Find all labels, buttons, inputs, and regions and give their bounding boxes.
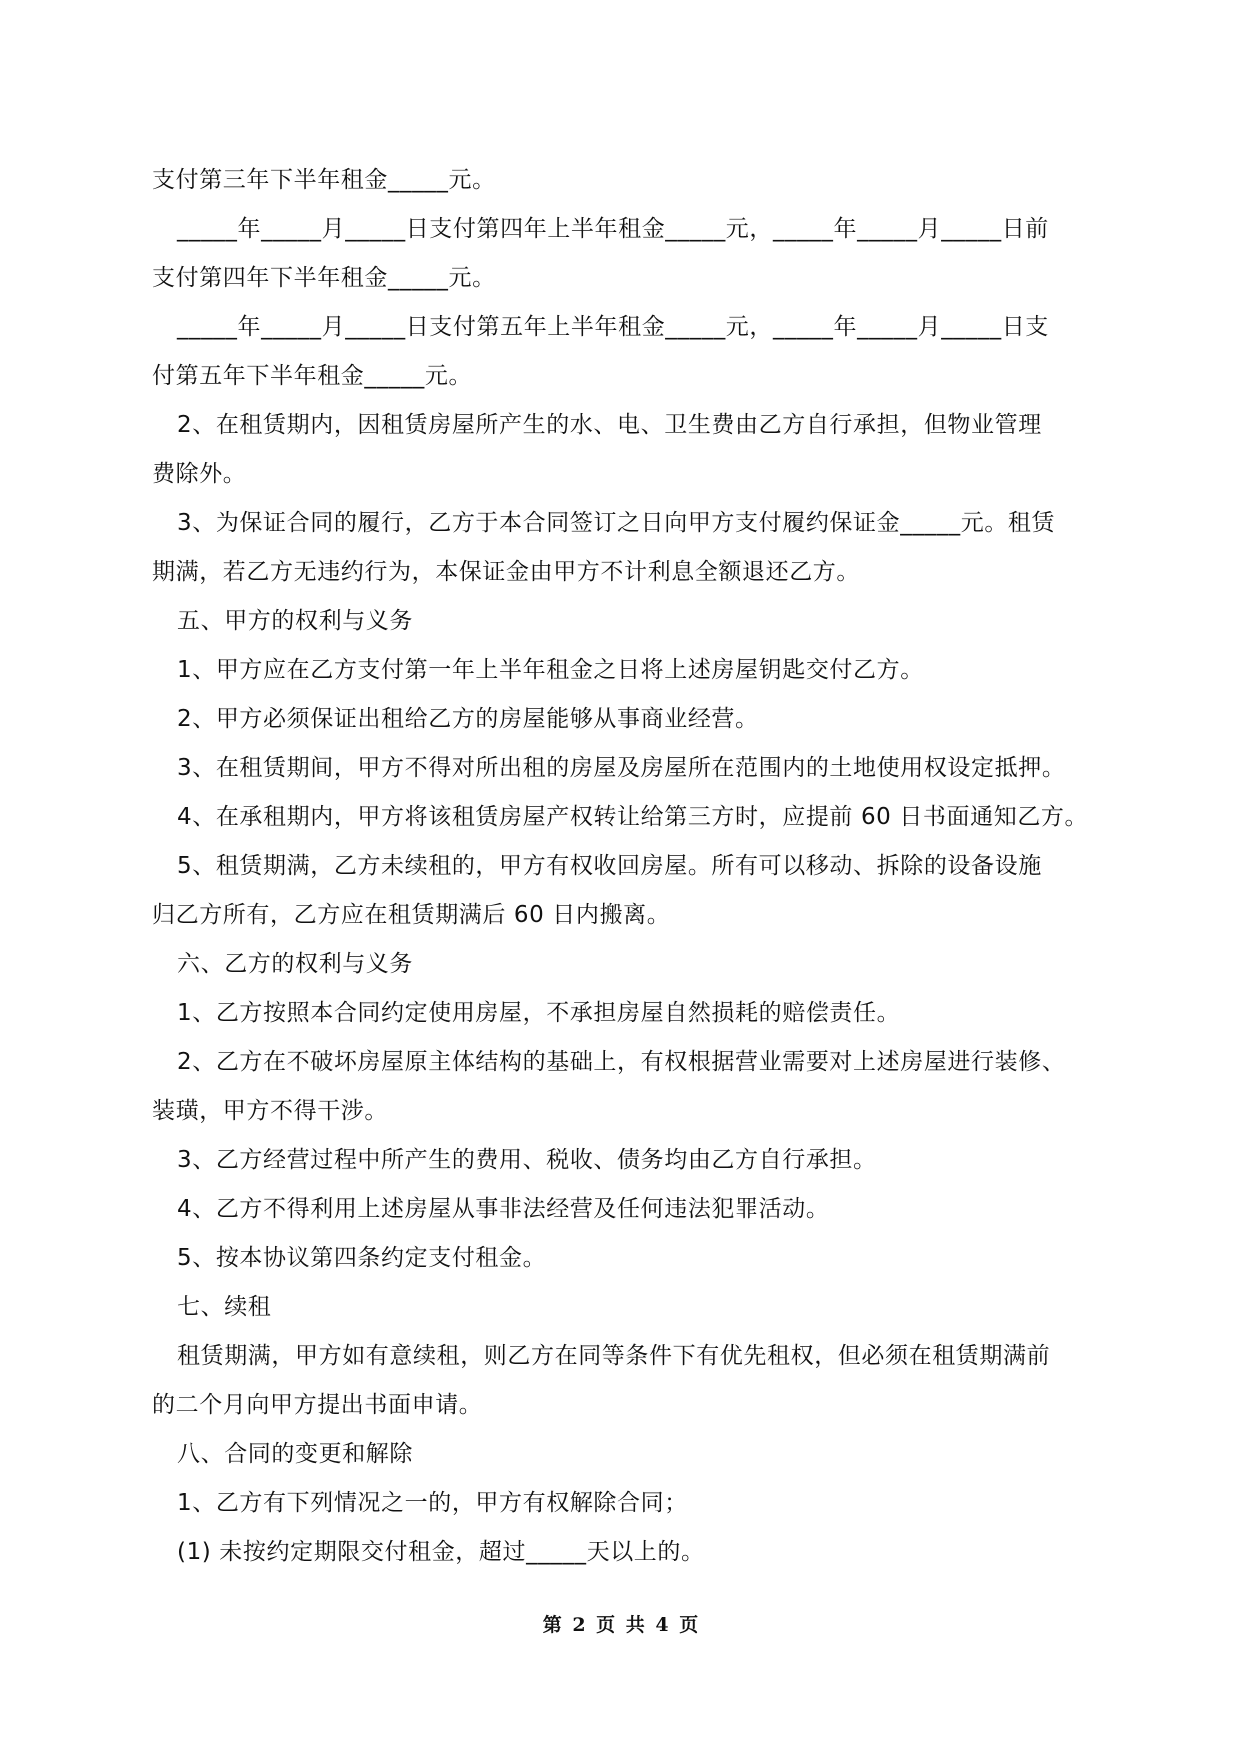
text-line: 2、在租赁期内，因租赁房屋所产生的水、电、卫生费由乙方自行承担，但物业管理 xyxy=(177,412,1042,438)
text-line: 2、甲方必须保证出租给乙方的房屋能够从事商业经营。 xyxy=(177,706,759,732)
section-heading: 六、乙方的权利与义务 xyxy=(177,951,413,977)
text-line: _____年_____月_____日支付第四年上半年租金_____元，_____年_____月_____日前 xyxy=(177,216,1049,242)
text-line: 的二个月向甲方提出书面申请。 xyxy=(152,1392,483,1418)
text-line: 1、乙方有下列情况之一的，甲方有权解除合同； xyxy=(177,1490,688,1516)
text-line: 租赁期满，甲方如有意续租，则乙方在同等条件下有优先租权，但必须在租赁期满前 xyxy=(177,1343,1051,1369)
text-line: 4、在承租期内，甲方将该租赁房屋产权转让给第三方时，应提前 60 日书面通知乙方。 xyxy=(177,804,1089,830)
document-body xyxy=(152,156,1102,1577)
text-line: 装璜，甲方不得干涉。 xyxy=(152,1098,388,1124)
section-heading: 八、合同的变更和解除 xyxy=(177,1441,413,1467)
text-line: 期满，若乙方无违约行为，本保证金由甲方不计利息全额退还乙方。 xyxy=(152,559,860,585)
text-line: 5、按本协议第四条约定支付租金。 xyxy=(177,1245,547,1271)
text-line: 2、乙方在不破坏房屋原主体结构的基础上，有权根据营业需要对上述房屋进行装修、 xyxy=(177,1049,1066,1075)
text-line: 5、租赁期满，乙方未续租的，甲方有权收回房屋。所有可以移动、拆除的设备设施 xyxy=(177,853,1042,879)
text-line: (1) 未按约定期限交付租金，超过_____天以上的。 xyxy=(177,1539,705,1565)
text-line: 归乙方所有，乙方应在租赁期满后 60 日内搬离。 xyxy=(152,902,671,928)
text-line: 费除外。 xyxy=(152,461,247,487)
text-line: 支付第三年下半年租金_____元。 xyxy=(152,167,496,193)
text-line: 支付第四年下半年租金_____元。 xyxy=(152,265,496,291)
text-line: 1、乙方按照本合同约定使用房屋，不承担房屋自然损耗的赔偿责任。 xyxy=(177,1000,901,1026)
text-line: 4、乙方不得利用上述房屋从事非法经营及任何违法犯罪活动。 xyxy=(177,1196,830,1222)
text-line: 付第五年下半年租金_____元。 xyxy=(152,363,473,389)
text-line: 1、甲方应在乙方支付第一年上半年租金之日将上述房屋钥匙交付乙方。 xyxy=(177,657,924,683)
text-line: _____年_____月_____日支付第五年上半年租金_____元，_____年_____月_____日支 xyxy=(177,314,1049,340)
section-heading: 五、甲方的权利与义务 xyxy=(177,608,413,634)
text-line: 3、为保证合同的履行，乙方于本合同签订之日向甲方支付履约保证金_____元。租赁 xyxy=(177,510,1056,536)
page-number: 第 2 页 共 4 页 xyxy=(542,1614,699,1636)
text-line: 3、乙方经营过程中所产生的费用、税收、债务均由乙方自行承担。 xyxy=(177,1147,877,1173)
text-line: 3、在租赁期间，甲方不得对所出租的房屋及房屋所在范围内的土地使用权设定抵押。 xyxy=(177,755,1066,781)
section-heading: 七、续租 xyxy=(177,1294,272,1320)
